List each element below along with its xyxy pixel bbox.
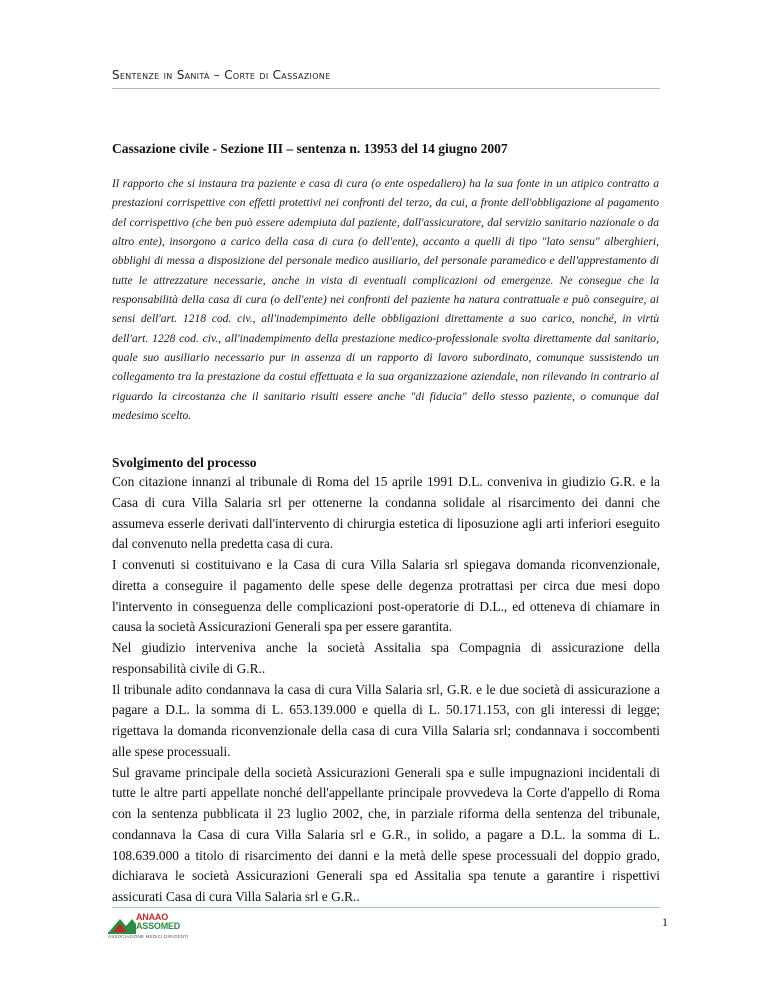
footer-divider xyxy=(112,907,660,908)
body-paragraph: Con citazione innanzi al tribunale di Roma del 15 aprile 1991 D.L. conveniva in giudizio G.R. e la Casa di cura Villa Salaria srl per ottenerne la condanna solidale al risarcimento dei danni che assumeva esserle derivati dall'intervento di chirurgia estetica di liposuzione agli arti inferiori eseguito dal convenuto nella predetta casa di cura. xyxy=(112,474,660,552)
running-header: Sentenze in Sanità – Corte di Cassazione xyxy=(112,68,331,82)
body-paragraph: Sul gravame principale della società Assicurazioni Generali spa e sulle impugnazioni incidentali di tutte le altre parti appellate nonché dell'appellante principale provvedeva la Corte d'appello di Roma con la sentenza pubblicata il 23 luglio 2002, che, in parziale riforma della sentenza del tribunale, condannava la Casa di cura Villa Salaria srl e G.R., in solido, a pagare a D.L. la somma di L. 108.639.000 a titolo di risarcimento dei danni e la metà delle spese processuali del doppio grado, dichiarava le società Assicurazioni Generali spa ed Assitalia spa tenute a garantire i rispettivi assicurati Casa di cura Villa Salaria srl e G.R.. xyxy=(112,764,660,904)
body-paragraph: I convenuti si costituivano e la Casa di cura Villa Salaria srl spiegava domanda riconvenzionale, diretta a conseguire il pagamento delle spese delle degenza protrattasi per circa due mesi dopo l'intervento in conseguenza delle complicazioni post-operatorie di D.L., ed otteneva di chiamare in causa la società Assicurazioni Generali spa per essere garantita. xyxy=(112,557,660,635)
header-divider xyxy=(112,88,660,89)
logo-line2: ASSOMED xyxy=(136,920,181,931)
logo-line1: ANAAO xyxy=(136,912,168,922)
section-heading: Svolgimento del processo xyxy=(112,455,257,470)
summary-abstract: Il rapporto che si instaura tra paziente e casa di cura (o ente ospedaliero) ha la sua fonte in un atipico contratto a prestazioni corrispettive con effetti protettivi nei confronti del terzo, da cui, a fronte dell'obbligazione al pagamento del corrispettivo (che ben può essere adempiuta dal paziente, dall'assicuratore, dal servizio sanitario nazionale o da altro ente), insorgono a carico della casa di cura (o dell'ente), accanto a quelli di tipo "lato sensu" alberghieri, obblighi di messa a disposizione del personale medico ausiliario, del personale paramedico e dell'apprestamento di tutte le attrezzature necessarie, anche in vista di eventuali complicazioni od emergenze. Ne consegue che la responsabilità della casa di cura (o dell'ente) nei confronti del paziente ha natura contrattuale e può conseguire, ai sensi dell'art. 1218 cod. civ., all'inadempimento delle obbligazioni direttamente a suo carico, nonché, in virtù dell'art. 1228 cod. civ., all'inadempimento della prestazione medico-professionale svolta direttamente dal sanitario, quale suo ausiliario necessario pur in assenza di un rapporto di lavoro subordinato, comunque sussistendo un collegamento tra la prestazione da costui effettuata e la sua organizzazione aziendale, non rilevando in contrario al riguardo la circostanza che il sanitario risulti essere anche "di fiducia" dello stesso paziente, o comunque dal medesimo scelto. xyxy=(112,177,659,423)
body-paragraph: Il tribunale adito condannava la casa di cura Villa Salaria srl, G.R. e le due società di assicurazione a pagare a D.L. la somma di L. 653.139.000 e quella di L. 50.171.153, con gli interessi di legge; rigettava la domanda riconvenzionale della casa di cura Villa Salaria srl; condannava i soccombenti alle spese processuali. xyxy=(112,681,660,759)
body-paragraph: Nel giudizio interveniva anche la società Assitalia spa Compagnia di assicurazione della responsabilità civile di G.R.. xyxy=(112,640,660,676)
body-text xyxy=(112,472,660,908)
page-number: 1 xyxy=(662,915,668,929)
logo-tagline: ASSOCIAZIONE MEDICI DIRIGENTI xyxy=(108,934,189,939)
document-title: Cassazione civile - Sezione III – sentenza n. 13953 del 14 giugno 2007 xyxy=(112,141,508,156)
logo-wordmark xyxy=(136,913,180,930)
